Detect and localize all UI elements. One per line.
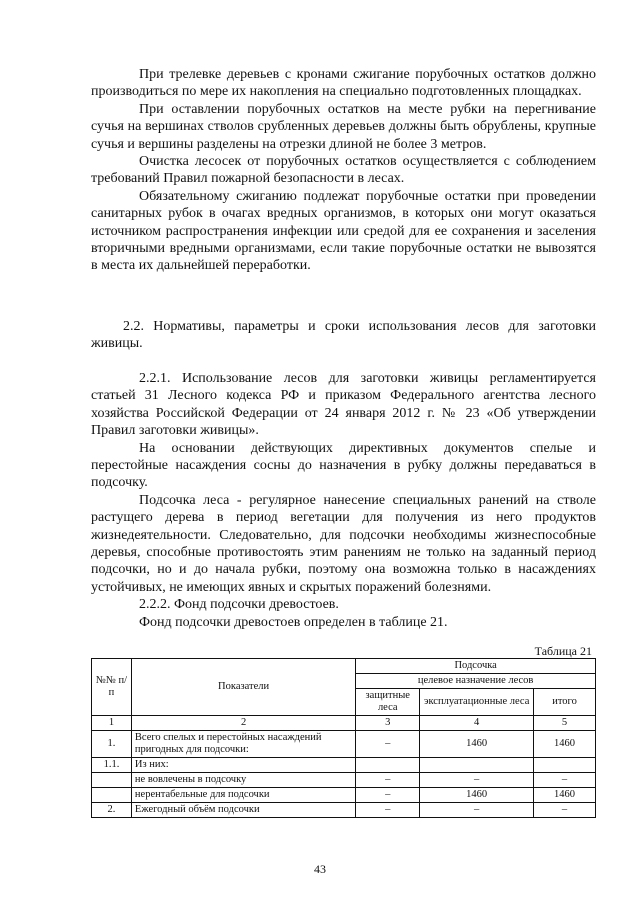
row-label: не вовлечены в подсочку: [131, 773, 355, 788]
row-label: Ежегодный объём подсочки: [131, 803, 355, 818]
row-num: [92, 788, 132, 803]
row-total: –: [534, 773, 596, 788]
row-protective: –: [356, 773, 420, 788]
paragraph-cleaning: Очистка лесосек от порубочных остатков осуществляется с соблюдением требований Правил пожарной безопасности в лесах.: [91, 154, 596, 187]
section-heading-block: [91, 318, 596, 353]
row-exploitation: –: [420, 803, 534, 818]
paragraph-tapping-definition: Подсочка леса - регулярное нанесение специальных ранений на стволе растущего дерева в период вегетации для получения из него продуктов жизнедеятельности. Следовательно, для подсочки необходимы жизнеспособные деревья, способные противостоять этим ранениям не только на заданный период подсочки, но и до начала рубки, поэтому она возможна только в насаждениях устойчивых, не имеющих явных и скрытых поражений болезнями.: [91, 492, 596, 595]
row-total: 1460: [534, 731, 596, 758]
header-tapping: Подсочка: [356, 659, 596, 674]
table-row: [92, 803, 596, 818]
row-label: Из них:: [131, 758, 355, 773]
section-heading: 2.2. Нормативы, параметры и сроки использования лесов для заготовки живицы.: [91, 319, 596, 352]
table-row: [92, 788, 596, 803]
row-protective: –: [356, 788, 420, 803]
row-protective: –: [356, 803, 420, 818]
row-exploitation: –: [420, 773, 534, 788]
header-purpose: целевое назначение лесов: [356, 674, 596, 689]
table-row: [92, 758, 596, 773]
header-total: итого: [534, 689, 596, 716]
row-num: 1.1.: [92, 758, 132, 773]
column-number-row: [92, 716, 596, 731]
paragraph-directives: На основании действующих директивных документов спелые и перестойные насаждения сосны до назначения в рубку должны передаваться в подсочку.: [91, 440, 596, 491]
row-total: 1460: [534, 788, 596, 803]
table-caption: Таблица 21: [534, 644, 592, 658]
row-total: [534, 758, 596, 773]
tapping-fund-table: [91, 658, 596, 818]
paragraph-regulation: 2.2.1. Использование лесов для заготовки живицы регламентируется статьей 31 Лесного кодекса РФ и приказом Федерального агентства лесного хозяйства Российской Федерации от 24 января 2012 г. № 23 «Об утверждении Правил заготовки живицы».: [91, 371, 596, 439]
row-label: Всего спелых и перестойных насаждений пригодных для подсочки:: [131, 731, 355, 758]
column-number: 5: [534, 716, 596, 731]
paragraph-burning: Обязательному сжиганию подлежат порубочные остатки при проведении санитарных рубок в очагах вредных организмов, в которых они могут оказаться источником распространения инфекции или средой для ее сохранения и заселения вторичными вредными организмами, если такие порубочные остатки не вывозятся в места их дальнейшей переработки.: [91, 188, 596, 274]
column-number: 2: [131, 716, 355, 731]
column-number: 4: [420, 716, 534, 731]
row-num: 2.: [92, 803, 132, 818]
row-num: [92, 773, 132, 788]
row-label: нерентабельные для подсочки: [131, 788, 355, 803]
row-num: 1.: [92, 731, 132, 758]
paragraph-subsection-title: 2.2.2. Фонд подсочки древостоев.: [139, 597, 339, 613]
row-protective: [356, 758, 420, 773]
text-block-top: [91, 66, 596, 275]
row-protective: –: [356, 731, 420, 758]
paragraph-skidding: При трелевке деревьев с кронами сжигание порубочных остатков должно производиться по мере их накопления на специально подготовленных площадках.: [91, 67, 596, 100]
table-row: [92, 731, 596, 758]
table-row: [92, 773, 596, 788]
row-total: –: [534, 803, 596, 818]
row-exploitation: [420, 758, 534, 773]
column-number: 1: [92, 716, 132, 731]
header-indicators: Показатели: [131, 659, 355, 716]
header-num: №№ п/п: [92, 659, 132, 716]
header-exploitation: эксплуатационные леса: [420, 689, 534, 716]
paragraph-table-intro: Фонд подсочки древостоев определен в таблице 21.: [139, 614, 448, 630]
page-number: 43: [314, 862, 326, 876]
header-protective: защитные леса: [356, 689, 420, 716]
row-exploitation: 1460: [420, 788, 534, 803]
paragraph-rotting: При оставлении порубочных остатков на месте рубки на перегнивание сучья на вершинах стволов срубленных деревьев должны быть обрублены, крупные сучья и вершины разделены на отрезки длиной не более 3 метров.: [91, 101, 596, 152]
table-header-row: [92, 659, 596, 674]
text-block-middle: [91, 370, 596, 631]
column-number: 3: [356, 716, 420, 731]
row-exploitation: 1460: [420, 731, 534, 758]
